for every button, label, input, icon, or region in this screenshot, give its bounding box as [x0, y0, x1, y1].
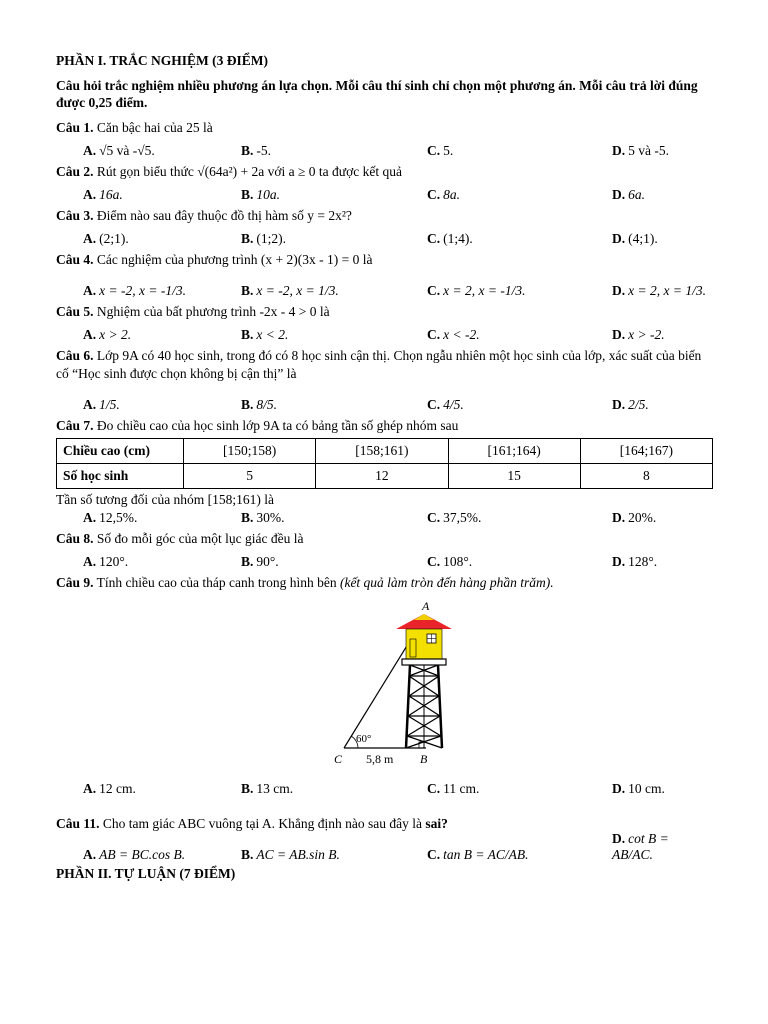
- q7-option-a: 12,5%.: [99, 510, 138, 525]
- q5-option-b: x < 2.: [256, 327, 289, 342]
- question-11: Câu 11. Cho tam giác ABC vuông tại A. Khẳng định nào sau đây là sai?: [56, 816, 448, 831]
- q5-option-a: x > 2.: [99, 327, 132, 342]
- part1-title: PHẦN I. TRẮC NGHIỆM (3 ĐIỂM): [56, 53, 268, 68]
- question-9: Câu 9. Tính chiều cao của tháp canh trong hình bên (kết quả làm tròn đến hàng phần trăm).: [56, 575, 554, 590]
- question-2: Câu 2. Rút gọn biểu thức √(64a²) + 2a với a ≥ 0 ta được kết quả: [56, 164, 402, 179]
- options-6: A. 1/5. B. 8/5. C. 4/5. D. 2/5.: [83, 397, 649, 412]
- q8-option-a: 120°.: [99, 554, 129, 569]
- roof-top: [414, 614, 434, 620]
- question-4: Câu 4. Các nghiệm của phương trình (x + 2)(3x - 1) = 0 là: [56, 252, 373, 267]
- frequency-table: [56, 438, 713, 489]
- options-11: A. AB = BC.cos B. B. AC = AB.sin B. C. tan B = AC/AB. D. cot B = AB/AC.: [83, 831, 669, 862]
- question-7: Câu 7. Đo chiều cao của học sinh lớp 9A ta có bảng tần số ghép nhóm sau: [56, 418, 459, 433]
- q9-option-b: 13 cm.: [256, 781, 294, 796]
- q2-option-b: 10a.: [256, 187, 281, 202]
- label-c: C: [334, 752, 343, 766]
- q1-option-b: -5.: [256, 143, 272, 158]
- q1-option-c: 5.: [443, 143, 454, 158]
- q9-option-a: 12 cm.: [99, 781, 136, 796]
- q7-option-b: 30%.: [256, 510, 285, 525]
- label-angle: 60°: [356, 733, 372, 745]
- label-a: A: [422, 599, 430, 613]
- options-7: A. 12,5%. B. 30%. C. 37,5%. D. 20%.: [83, 510, 657, 525]
- question-8: Câu 8. Số đo mỗi góc của một lục giác đều là: [56, 531, 304, 546]
- q4-option-d: x = 2, x = 1/3.: [628, 283, 706, 298]
- question-6: Câu 6. Lớp 9A có 40 học sinh, trong đó có 8 học sinh cận thị. Chọn ngẫu nhiên một học sinh của lớp, xác suất của biến cố “Học sinh được chọn không bị cận thị” là: [56, 348, 702, 381]
- options-8: A. 120°. B. 90°. C. 108°. D. 128°.: [83, 554, 658, 569]
- watchtower-figure: [326, 596, 486, 771]
- exam-page: [56, 52, 716, 882]
- q6-option-b: 8/5.: [256, 397, 278, 412]
- label-b: B: [420, 752, 428, 766]
- q7-option-c: 37,5%.: [443, 510, 482, 525]
- question-1: Câu 1. Căn bậc hai của 25 là: [56, 120, 213, 135]
- q3-option-c: (1;4).: [443, 231, 473, 246]
- q5-option-d: x > -2.: [628, 327, 665, 342]
- q3-option-d: (4;1).: [628, 231, 658, 246]
- q11-option-a: AB = BC.cos B.: [99, 847, 186, 862]
- q4-option-a: x = -2, x = -1/3.: [99, 283, 186, 298]
- q3-option-b: (1;2).: [256, 231, 287, 246]
- part2-title: PHẦN II. TỰ LUẬN (7 ĐIỂM): [56, 866, 236, 881]
- q11-option-d: cot B = AB/AC.: [612, 831, 669, 862]
- options-9: A. 12 cm. B. 13 cm. C. 11 cm. D. 10 cm.: [83, 781, 665, 796]
- q5-option-c: x < -2.: [443, 327, 480, 342]
- part1-intro: Câu hỏi trắc nghiệm nhiều phương án lựa chọn. Mỗi câu thí sinh chỉ chọn một phương án. Mỗi câu trả lời đúng được 0,25 điểm.: [56, 78, 698, 110]
- options-1: A. √5 và -√5. B. -5. C. 5. D. 5 và -5.: [83, 143, 669, 158]
- q3-option-a: (2;1).: [99, 231, 129, 246]
- options-3: A. (2;1). B. (1;2). C. (1;4). D. (4;1).: [83, 231, 658, 246]
- question-3: Câu 3. Điểm nào sau đây thuộc đồ thị hàm số y = 2x²?: [56, 208, 352, 223]
- watchtower-diagram: [326, 596, 486, 771]
- q1-option-a: √5 và -√5.: [99, 143, 155, 158]
- q8-option-d: 128°.: [628, 554, 658, 569]
- options-4: A. x = -2, x = -1/3. B. x = -2, x = 1/3. C. x = 2, x = -1/3. D. x = 2, x = 1/3.: [83, 283, 706, 298]
- q2-option-d: 6a.: [628, 187, 645, 202]
- q1-option-d: 5 và -5.: [628, 143, 669, 158]
- label-base-length: 5,8 m: [366, 752, 394, 766]
- options-5: A. x > 2. B. x < 2. C. x < -2. D. x > -2.: [83, 327, 665, 342]
- table-row: Số học sinh 5 12 15 8: [57, 464, 713, 489]
- q4-option-c: x = 2, x = -1/3.: [443, 283, 526, 298]
- options-2: A. 16a. B. 10a. C. 8a. D. 6a.: [83, 187, 645, 202]
- q8-option-b: 90°.: [256, 554, 279, 569]
- q9-option-c: 11 cm.: [443, 781, 480, 796]
- table-header-row: Chiều cao (cm) [150;158) [158;161) [161;164) [164;167): [57, 439, 713, 464]
- q2-option-a: 16a.: [99, 187, 123, 202]
- q4-option-b: x = -2, x = 1/3.: [256, 283, 339, 298]
- q11-option-c: tan B = AC/AB.: [443, 847, 529, 862]
- q9-option-d: 10 cm.: [628, 781, 665, 796]
- q6-option-c: 4/5.: [443, 397, 464, 412]
- q6-option-d: 2/5.: [628, 397, 649, 412]
- door: [410, 639, 416, 657]
- q2-option-c: 8a.: [443, 187, 460, 202]
- question-7-followup: Tần số tương đối của nhóm [158;161) là: [56, 492, 275, 507]
- q8-option-c: 108°.: [443, 554, 473, 569]
- question-5: Câu 5. Nghiệm của bất phương trình -2x - 4 > 0 là: [56, 304, 330, 319]
- q11-option-b: AC = AB.sin B.: [256, 847, 340, 862]
- q7-option-d: 20%.: [628, 510, 657, 525]
- q6-option-a: 1/5.: [99, 397, 120, 412]
- railing: [402, 659, 446, 665]
